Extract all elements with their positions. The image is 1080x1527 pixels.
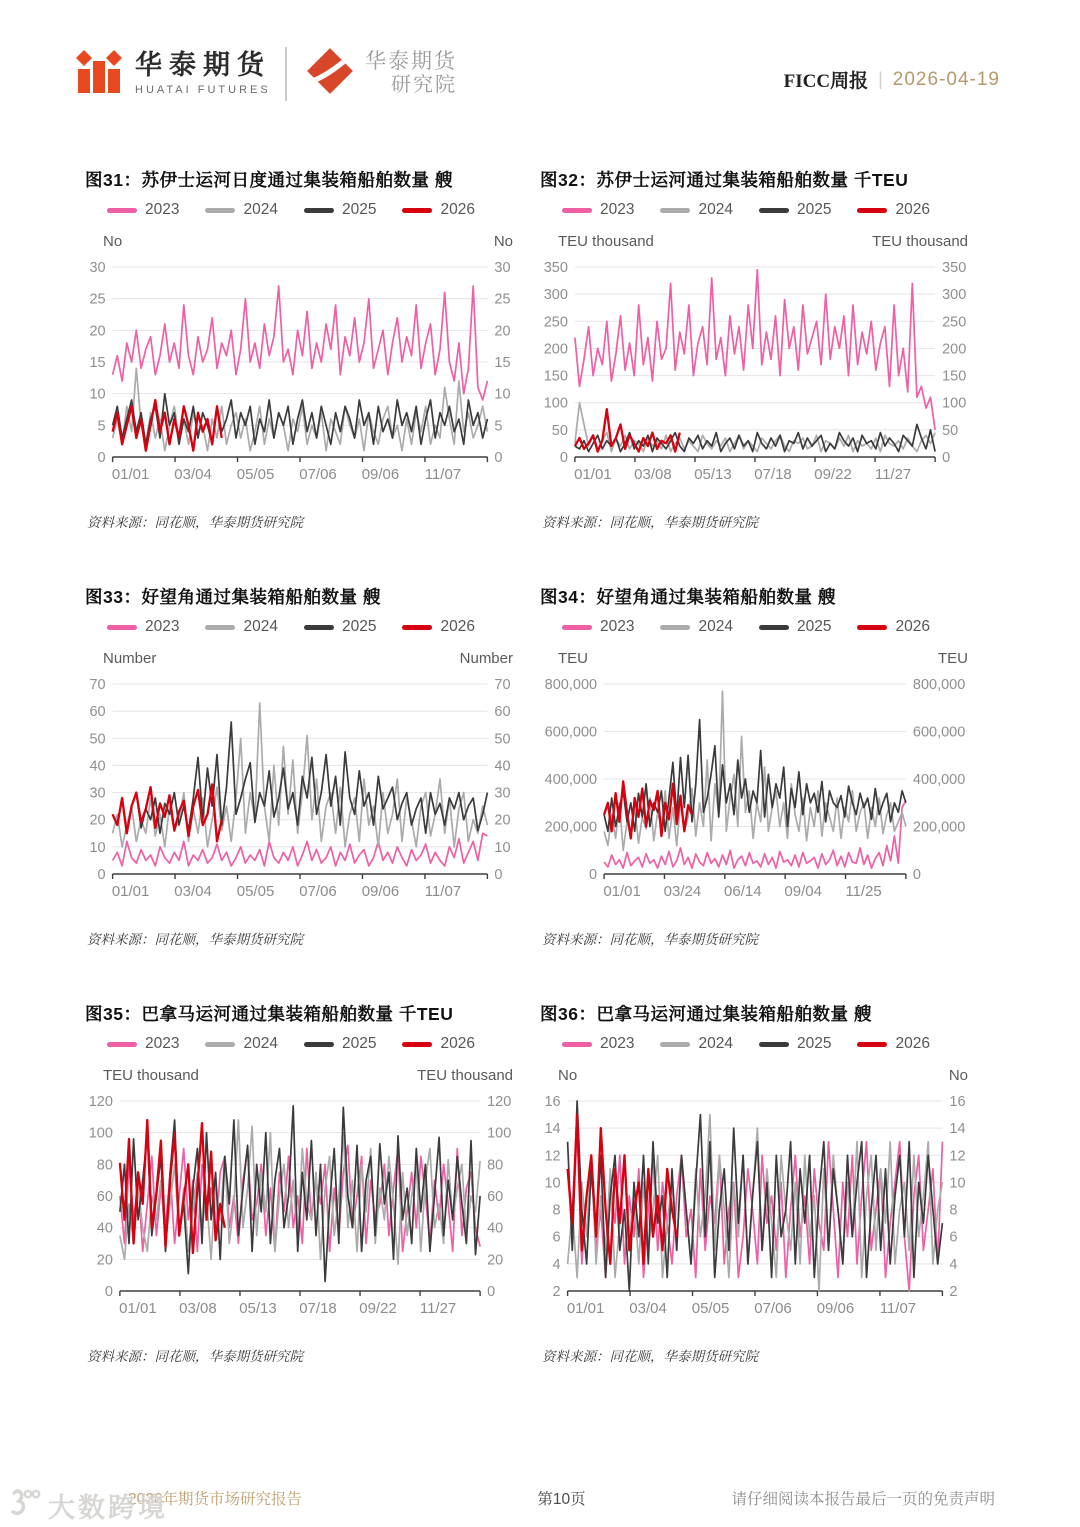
svg-text:11/07: 11/07 bbox=[424, 466, 462, 483]
svg-text:20: 20 bbox=[96, 1252, 113, 1269]
svg-text:40: 40 bbox=[487, 1220, 504, 1237]
line-chart bbox=[85, 674, 515, 904]
legend-item-2023 bbox=[107, 1035, 179, 1053]
svg-text:0: 0 bbox=[97, 450, 106, 466]
legend-label: 2023 bbox=[600, 201, 635, 218]
footer-report-title: 2026年期货市场研究报告 bbox=[128, 1491, 302, 1508]
svg-text:40: 40 bbox=[96, 1220, 113, 1237]
svg-text:30: 30 bbox=[494, 260, 511, 276]
legend-label: 2026 bbox=[895, 1035, 930, 1052]
svg-text:400,000: 400,000 bbox=[544, 772, 598, 788]
line-chart bbox=[85, 1091, 515, 1321]
legend-item-2023 bbox=[107, 201, 179, 219]
svg-text:800,000: 800,000 bbox=[544, 677, 598, 693]
svg-text:03/08: 03/08 bbox=[634, 466, 672, 483]
svg-text:6: 6 bbox=[552, 1229, 561, 1246]
legend-item-2024 bbox=[205, 1035, 277, 1053]
svg-text:15: 15 bbox=[89, 355, 106, 371]
right-axis-unit: No bbox=[948, 1067, 968, 1084]
svg-text:30: 30 bbox=[89, 260, 106, 276]
research-institute-logo bbox=[305, 46, 457, 101]
svg-text:60: 60 bbox=[487, 1189, 504, 1205]
legend-label: 2026 bbox=[895, 618, 930, 635]
svg-text:16: 16 bbox=[544, 1094, 561, 1110]
svg-text:0: 0 bbox=[97, 867, 106, 883]
svg-text:250: 250 bbox=[942, 314, 967, 331]
page-header bbox=[0, 0, 1080, 101]
legend-swatch bbox=[205, 625, 235, 630]
chart-legend bbox=[562, 1035, 970, 1053]
svg-text:07/06: 07/06 bbox=[754, 1300, 792, 1317]
svg-text:07/06: 07/06 bbox=[299, 466, 337, 483]
chart-title: 图35：巴拿马运河通过集装箱船舶数量 千TEU bbox=[85, 1004, 454, 1024]
legend-label: 2025 bbox=[341, 201, 377, 218]
watermark-text: 大数跨境 bbox=[48, 1493, 168, 1523]
chart-legend bbox=[562, 201, 970, 219]
legend-swatch bbox=[205, 1042, 235, 1047]
svg-text:50: 50 bbox=[494, 731, 511, 748]
svg-text:20: 20 bbox=[494, 323, 511, 340]
svg-text:600,000: 600,000 bbox=[912, 724, 966, 741]
legend-swatch bbox=[759, 1042, 789, 1047]
svg-text:03/04: 03/04 bbox=[629, 1300, 667, 1317]
svg-text:11/07: 11/07 bbox=[424, 883, 462, 900]
svg-text:09/06: 09/06 bbox=[361, 466, 400, 483]
svg-text:4: 4 bbox=[552, 1256, 561, 1273]
svg-text:8: 8 bbox=[949, 1202, 958, 1219]
svg-text:80: 80 bbox=[487, 1157, 504, 1174]
svg-text:12: 12 bbox=[949, 1148, 966, 1165]
legend-swatch bbox=[562, 625, 592, 630]
svg-text:20: 20 bbox=[494, 812, 511, 829]
svg-text:05/13: 05/13 bbox=[694, 466, 732, 483]
legend-item-2026 bbox=[402, 618, 474, 636]
source-note: 资料来源：同花顺，华泰期货研究院 bbox=[542, 515, 758, 530]
footer-disclaimer: 请仔细阅读本报告最后一页的免责声明 bbox=[731, 1491, 995, 1508]
svg-text:01/01: 01/01 bbox=[566, 1300, 605, 1317]
legend-swatch bbox=[205, 208, 235, 213]
svg-text:4: 4 bbox=[949, 1256, 958, 1273]
svg-text:40: 40 bbox=[494, 758, 511, 775]
chart-title: 图34：好望角通过集装箱船舶数量 艘 bbox=[540, 587, 836, 607]
right-axis-unit: TEU bbox=[938, 650, 968, 667]
chart-figure-32 bbox=[540, 167, 970, 531]
legend-label: 2024 bbox=[243, 201, 278, 218]
legend-label: 2023 bbox=[145, 618, 180, 635]
chart-legend bbox=[107, 201, 515, 219]
legend-label: 2024 bbox=[698, 618, 733, 635]
right-axis-unit: TEU thousand bbox=[417, 1067, 513, 1084]
svg-text:50: 50 bbox=[942, 422, 959, 439]
line-chart bbox=[540, 1091, 970, 1321]
left-axis-unit: No bbox=[103, 233, 123, 250]
legend-swatch bbox=[304, 1042, 334, 1047]
research-line2: 研究院 bbox=[391, 74, 457, 97]
svg-text:03/08: 03/08 bbox=[179, 1300, 217, 1317]
legend-item-2026 bbox=[402, 201, 474, 219]
svg-text:05/05: 05/05 bbox=[236, 883, 275, 900]
svg-text:01/01: 01/01 bbox=[574, 466, 612, 483]
svg-text:50: 50 bbox=[89, 731, 106, 748]
legend-item-2023 bbox=[562, 618, 634, 636]
svg-text:03/24: 03/24 bbox=[663, 883, 702, 900]
legend-swatch bbox=[402, 1042, 432, 1047]
legend-swatch bbox=[759, 625, 789, 630]
legend-item-2024 bbox=[660, 201, 732, 219]
research-line1: 华泰期货 bbox=[365, 49, 457, 73]
legend-label: 2023 bbox=[145, 201, 180, 218]
line-chart bbox=[540, 257, 970, 487]
source-note: 资料来源：同花顺，华泰期货研究院 bbox=[542, 932, 758, 947]
legend-item-2023 bbox=[107, 618, 179, 636]
svg-text:10: 10 bbox=[89, 839, 106, 856]
svg-text:05/05: 05/05 bbox=[236, 466, 275, 483]
legend-swatch bbox=[402, 208, 432, 213]
logo-divider bbox=[285, 47, 287, 101]
svg-text:120: 120 bbox=[88, 1094, 113, 1110]
svg-text:10: 10 bbox=[494, 839, 511, 856]
svg-text:0: 0 bbox=[494, 867, 503, 883]
legend-item-2024 bbox=[660, 1035, 732, 1053]
svg-text:800,000: 800,000 bbox=[912, 677, 966, 693]
axis-unit-labels bbox=[540, 1063, 970, 1091]
svg-text:15: 15 bbox=[494, 355, 511, 371]
legend-swatch bbox=[660, 1042, 690, 1047]
svg-text:09/22: 09/22 bbox=[814, 466, 852, 483]
chart-legend bbox=[107, 1035, 515, 1053]
legend-item-2024 bbox=[205, 618, 277, 636]
legend-item-2026 bbox=[857, 618, 929, 636]
chart-legend bbox=[107, 618, 515, 636]
svg-text:40: 40 bbox=[89, 758, 106, 775]
report-meta bbox=[784, 66, 1000, 93]
chart-figure-34 bbox=[540, 584, 970, 948]
svg-text:350: 350 bbox=[543, 260, 568, 276]
legend-label: 2024 bbox=[243, 1035, 278, 1052]
legend-item-2025 bbox=[304, 201, 376, 219]
chart-figure-31 bbox=[85, 167, 515, 531]
svg-text:01/01: 01/01 bbox=[119, 1300, 157, 1317]
svg-text:250: 250 bbox=[543, 314, 568, 331]
legend-label: 2025 bbox=[796, 1035, 832, 1052]
svg-text:300: 300 bbox=[543, 287, 568, 304]
axis-unit-labels bbox=[540, 229, 970, 257]
legend-item-2026 bbox=[857, 1035, 929, 1053]
svg-text:150: 150 bbox=[942, 368, 967, 385]
svg-text:09/04: 09/04 bbox=[784, 883, 822, 900]
left-axis-unit: No bbox=[558, 1067, 578, 1084]
legend-label: 2023 bbox=[600, 618, 635, 635]
svg-text:100: 100 bbox=[942, 395, 967, 412]
research-diamond-icon bbox=[305, 46, 355, 101]
svg-text:07/18: 07/18 bbox=[754, 466, 792, 483]
svg-text:350: 350 bbox=[942, 260, 967, 276]
legend-item-2023 bbox=[562, 201, 634, 219]
legend-swatch bbox=[107, 1042, 137, 1047]
report-type: FICC周报 bbox=[783, 71, 869, 92]
svg-text:6: 6 bbox=[949, 1229, 958, 1246]
svg-text:200: 200 bbox=[942, 341, 967, 358]
svg-text:20: 20 bbox=[487, 1252, 504, 1269]
svg-text:03/04: 03/04 bbox=[174, 466, 212, 483]
svg-text:0: 0 bbox=[559, 450, 568, 466]
svg-text:30: 30 bbox=[494, 785, 511, 802]
svg-text:0: 0 bbox=[104, 1284, 113, 1300]
svg-text:11/25: 11/25 bbox=[845, 883, 882, 900]
logo-group bbox=[75, 46, 457, 101]
svg-text:0: 0 bbox=[487, 1284, 496, 1300]
svg-text:200,000: 200,000 bbox=[544, 819, 598, 836]
legend-item-2026 bbox=[857, 201, 929, 219]
svg-text:60: 60 bbox=[494, 704, 511, 721]
svg-text:01/01: 01/01 bbox=[111, 466, 150, 483]
legend-swatch bbox=[402, 625, 432, 630]
svg-text:05/13: 05/13 bbox=[239, 1300, 277, 1317]
source-note: 资料来源：同花顺，华泰期货研究院 bbox=[87, 932, 303, 947]
left-axis-unit: Number bbox=[103, 650, 157, 667]
source-note: 资料来源：同花顺，华泰期货研究院 bbox=[542, 1349, 758, 1364]
legend-label: 2023 bbox=[600, 1035, 635, 1052]
svg-text:70: 70 bbox=[89, 677, 106, 693]
legend-label: 2026 bbox=[440, 1035, 475, 1052]
svg-text:11/27: 11/27 bbox=[419, 1300, 457, 1317]
svg-text:10: 10 bbox=[89, 386, 106, 403]
axis-unit-labels bbox=[85, 229, 515, 257]
svg-text:200,000: 200,000 bbox=[912, 819, 966, 836]
legend-swatch bbox=[562, 208, 592, 213]
legend-label: 2024 bbox=[243, 618, 278, 635]
svg-text:01/01: 01/01 bbox=[603, 883, 641, 900]
axis-unit-labels bbox=[540, 646, 970, 674]
source-note: 资料来源：同花顺，华泰期货研究院 bbox=[87, 515, 303, 530]
logo-cn-text: 华泰期货 bbox=[135, 50, 271, 81]
chart-figure-36 bbox=[540, 1001, 970, 1365]
legend-item-2025 bbox=[759, 1035, 831, 1053]
svg-text:01/01: 01/01 bbox=[111, 883, 150, 900]
svg-text:25: 25 bbox=[89, 291, 106, 308]
svg-text:10: 10 bbox=[949, 1175, 966, 1192]
svg-text:100: 100 bbox=[543, 395, 568, 412]
svg-text:30: 30 bbox=[89, 785, 106, 802]
svg-text:80: 80 bbox=[96, 1157, 113, 1174]
right-axis-unit: No bbox=[493, 233, 513, 250]
research-institute-text bbox=[365, 50, 457, 97]
svg-text:2: 2 bbox=[552, 1284, 561, 1300]
svg-text:300: 300 bbox=[942, 287, 967, 304]
legend-swatch bbox=[857, 625, 887, 630]
line-chart bbox=[540, 674, 970, 904]
legend-item-2025 bbox=[304, 618, 376, 636]
legend-item-2025 bbox=[759, 618, 831, 636]
report-date: 2026-04-19 bbox=[892, 68, 1000, 90]
page-number: 第10页 bbox=[537, 1491, 586, 1508]
svg-text:0: 0 bbox=[912, 867, 921, 883]
svg-text:600,000: 600,000 bbox=[544, 724, 598, 741]
svg-text:10: 10 bbox=[544, 1175, 561, 1192]
line-chart bbox=[85, 257, 515, 487]
chart-title: 图31：苏伊士运河日度通过集装箱船舶数量 艘 bbox=[85, 170, 453, 190]
logo-en-text: HUATAI FUTURES bbox=[135, 83, 271, 96]
svg-text:5: 5 bbox=[494, 418, 503, 435]
legend-item-2025 bbox=[304, 1035, 376, 1053]
legend-label: 2026 bbox=[440, 201, 475, 218]
legend-label: 2026 bbox=[895, 201, 930, 218]
legend-swatch bbox=[562, 1042, 592, 1047]
legend-swatch bbox=[304, 625, 334, 630]
legend-label: 2023 bbox=[145, 1035, 180, 1052]
watermark bbox=[8, 1486, 168, 1525]
right-axis-unit: Number bbox=[459, 650, 513, 667]
legend-swatch bbox=[857, 208, 887, 213]
right-axis-unit: TEU thousand bbox=[872, 233, 968, 250]
chart-title: 图36：巴拿马运河通过集装箱船舶数量 艘 bbox=[540, 1004, 872, 1024]
chart-legend bbox=[562, 618, 970, 636]
svg-text:16: 16 bbox=[949, 1094, 966, 1110]
svg-text:20: 20 bbox=[89, 812, 106, 829]
huatai-logo-text bbox=[135, 51, 271, 96]
legend-swatch bbox=[107, 625, 137, 630]
svg-text:200: 200 bbox=[543, 341, 568, 358]
legend-label: 2024 bbox=[698, 1035, 733, 1052]
svg-text:60: 60 bbox=[89, 704, 106, 721]
axis-unit-labels bbox=[85, 646, 515, 674]
svg-text:09/06: 09/06 bbox=[361, 883, 400, 900]
svg-text:8: 8 bbox=[552, 1202, 561, 1219]
svg-text:05/05: 05/05 bbox=[691, 1300, 730, 1317]
legend-swatch bbox=[857, 1042, 887, 1047]
chart-figure-35 bbox=[85, 1001, 515, 1365]
axis-unit-labels bbox=[85, 1063, 515, 1091]
legend-swatch bbox=[759, 208, 789, 213]
svg-text:07/18: 07/18 bbox=[299, 1300, 337, 1317]
svg-text:400,000: 400,000 bbox=[912, 772, 966, 788]
left-axis-unit: TEU thousand bbox=[103, 1067, 199, 1084]
svg-text:12: 12 bbox=[544, 1148, 561, 1165]
page-footer bbox=[128, 1487, 995, 1509]
svg-text:70: 70 bbox=[494, 677, 511, 693]
legend-swatch bbox=[304, 208, 334, 213]
legend-label: 2025 bbox=[341, 1035, 377, 1052]
svg-text:07/06: 07/06 bbox=[299, 883, 337, 900]
svg-text:14: 14 bbox=[544, 1121, 561, 1138]
meta-separator: | bbox=[878, 69, 883, 89]
svg-text:2: 2 bbox=[949, 1284, 958, 1300]
svg-text:150: 150 bbox=[543, 368, 568, 385]
legend-label: 2025 bbox=[796, 201, 832, 218]
svg-text:25: 25 bbox=[494, 291, 511, 308]
legend-item-2024 bbox=[205, 201, 277, 219]
left-axis-unit: TEU thousand bbox=[558, 233, 654, 250]
legend-label: 2026 bbox=[440, 618, 475, 635]
legend-label: 2025 bbox=[341, 618, 377, 635]
svg-text:14: 14 bbox=[949, 1121, 966, 1138]
huatai-logo bbox=[75, 47, 271, 100]
chart-title: 图32：苏伊士运河通过集装箱船舶数量 千TEU bbox=[540, 170, 909, 190]
legend-item-2023 bbox=[562, 1035, 634, 1053]
watermark-icon bbox=[8, 1487, 42, 1524]
svg-text:09/06: 09/06 bbox=[816, 1300, 855, 1317]
svg-text:5: 5 bbox=[97, 418, 106, 435]
svg-text:09/22: 09/22 bbox=[359, 1300, 397, 1317]
svg-text:0: 0 bbox=[589, 867, 598, 883]
svg-text:20: 20 bbox=[89, 323, 106, 340]
source-note: 资料来源：同花顺，华泰期货研究院 bbox=[87, 1349, 303, 1364]
svg-text:120: 120 bbox=[487, 1094, 512, 1110]
svg-text:60: 60 bbox=[96, 1189, 113, 1205]
svg-text:10: 10 bbox=[494, 386, 511, 403]
left-axis-unit: TEU bbox=[558, 650, 588, 667]
svg-text:03/04: 03/04 bbox=[174, 883, 212, 900]
legend-item-2026 bbox=[402, 1035, 474, 1053]
svg-text:11/27: 11/27 bbox=[874, 466, 912, 483]
chart-figure-33 bbox=[85, 584, 515, 948]
svg-text:100: 100 bbox=[88, 1125, 113, 1142]
svg-text:50: 50 bbox=[551, 422, 568, 439]
svg-text:0: 0 bbox=[942, 450, 951, 466]
svg-text:100: 100 bbox=[487, 1125, 512, 1142]
svg-text:06/14: 06/14 bbox=[724, 883, 762, 900]
svg-text:0: 0 bbox=[494, 450, 503, 466]
legend-item-2025 bbox=[759, 201, 831, 219]
legend-item-2024 bbox=[660, 618, 732, 636]
legend-swatch bbox=[660, 208, 690, 213]
legend-swatch bbox=[107, 208, 137, 213]
svg-text:11/07: 11/07 bbox=[879, 1300, 917, 1317]
legend-swatch bbox=[660, 625, 690, 630]
chart-title: 图33：好望角通过集装箱船舶数量 艘 bbox=[85, 587, 381, 607]
huatai-logo-icon bbox=[75, 47, 123, 100]
legend-label: 2024 bbox=[698, 201, 733, 218]
charts-grid bbox=[85, 167, 1080, 1418]
legend-label: 2025 bbox=[796, 618, 832, 635]
